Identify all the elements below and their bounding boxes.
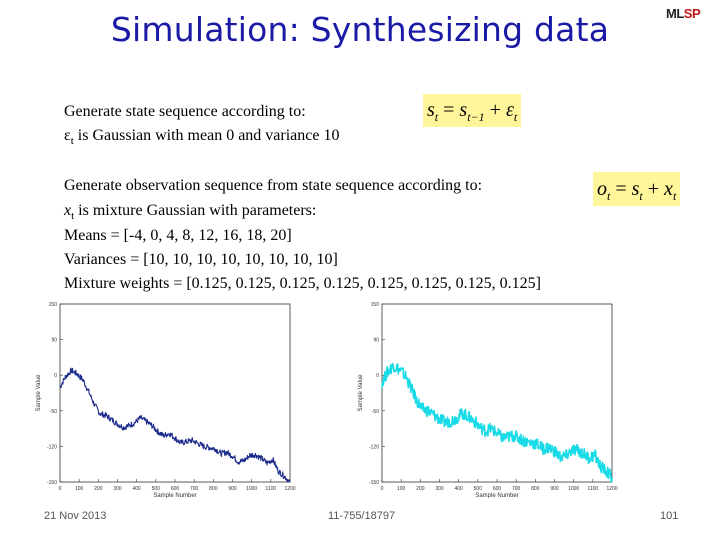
eq2-term2-sub: t (672, 189, 677, 203)
eq2-plus: + (642, 178, 665, 200)
logo-text-sp: SP (683, 6, 701, 21)
y-axis-label: Sample Value (358, 374, 364, 412)
y-tick-label: -150 (46, 480, 57, 486)
eq2-term1-sub: t (639, 189, 643, 203)
x-tick-label: 1000 (246, 486, 258, 492)
x-tick-label: 600 (170, 486, 180, 492)
eq1-lhs-sub: t (434, 110, 439, 124)
observation-sequence-plot (352, 298, 622, 498)
x-tick-label: 900 (550, 486, 559, 492)
y-tick-label: 0 (54, 373, 57, 380)
x-tick-label: 600 (492, 486, 502, 492)
plot-frame (382, 304, 612, 482)
x-tick-label: 1100 (587, 486, 599, 492)
x-tick-label: 100 (74, 486, 84, 492)
x-tick-label: 1200 (284, 486, 296, 492)
mixture-description (64, 201, 316, 226)
state-sequence-text: Generate state sequence according to: (64, 103, 306, 120)
y-tick-label: 0 (376, 373, 379, 380)
epsilon-rest: is Gaussian with mean 0 and variance 10 (73, 127, 340, 144)
mlsp-logo (666, 5, 718, 27)
x-tick-label: 500 (151, 486, 161, 492)
x-tick-label: 700 (189, 486, 199, 492)
eq1-term2-sub: t (513, 110, 518, 124)
means-text: Means = [-4, 0, 4, 8, 12, 16, 18, 20] (64, 227, 292, 244)
y-tick-label: 150 (370, 302, 379, 308)
eq1-term2: ε (505, 99, 514, 121)
x-symbol: x (64, 202, 72, 219)
y-tick-label: -50 (49, 408, 57, 415)
eq2-lhs-sub: t (607, 189, 611, 203)
x-tick-label: 100 (396, 486, 406, 492)
x-axis-label: Sample Number (475, 493, 519, 498)
x-tick-label: 900 (228, 486, 237, 492)
eq2-lhs: o (597, 178, 607, 200)
epsilon-description (64, 126, 339, 151)
eq2-term2: x (664, 178, 673, 200)
observation-sequence-text: Generate observation sequence from state sequence according to: (64, 177, 483, 194)
y-axis-label: Sample Value (36, 374, 42, 412)
logo-text-ml: ML (666, 6, 684, 21)
variances-text: Variances = [10, 10, 10, 10, 10, 10, 10, 10] (64, 251, 338, 268)
x-tick-label: 800 (209, 486, 218, 492)
observation-equation (593, 172, 680, 206)
eq2-equals: = (610, 178, 632, 200)
eq1-term1-sub: t−1 (467, 110, 485, 124)
epsilon-symbol: ε (64, 127, 71, 144)
y-tick-label: -120 (368, 444, 379, 451)
y-tick-label: -150 (368, 480, 379, 486)
x-tick-label: 400 (454, 486, 463, 492)
eq1-plus: + (484, 99, 506, 121)
y-tick-label: -50 (371, 408, 379, 415)
x-tick-label: 800 (531, 486, 540, 492)
mixture-rest: is mixture Gaussian with parameters: (74, 202, 317, 219)
y-tick-label: 90 (373, 337, 379, 344)
y-tick-label: -120 (46, 444, 57, 451)
x-tick-label: 400 (132, 486, 141, 492)
footer-date: 21 Nov 2013 (44, 510, 107, 522)
state-plot-svg (30, 298, 300, 498)
observation-plot-svg (352, 298, 622, 498)
x-tick-label: 200 (94, 486, 103, 492)
y-tick-label: 90 (51, 337, 57, 344)
slide-title: Simulation: Synthesizing data (110, 10, 610, 49)
epsilon-sub: t (70, 135, 74, 148)
eq2-term1: s (631, 178, 640, 200)
x-tick-label: 1000 (568, 486, 580, 492)
eq1-equals: = (438, 99, 460, 121)
footer-page-number: 101 (660, 510, 679, 522)
x-tick-label: 1200 (606, 486, 618, 492)
x-tick-label: 500 (473, 486, 483, 492)
x-axis-label: Sample Number (153, 493, 197, 498)
weights-text: Mixture weights = [0.125, 0.125, 0.125, 0.125, 0.125, 0.125, 0.125, 0.125] (64, 275, 541, 292)
x-sub: t (71, 210, 75, 223)
x-tick-label: 200 (416, 486, 425, 492)
x-tick-label: 300 (113, 486, 122, 492)
state-equation (423, 94, 521, 127)
footer-course: 11-755/18797 (328, 510, 396, 522)
x-tick-label: 700 (511, 486, 521, 492)
x-tick-label: 0 (380, 486, 384, 492)
eq1-lhs: s (427, 99, 435, 121)
x-tick-label: 300 (435, 486, 444, 492)
y-tick-label: 150 (48, 302, 57, 308)
x-tick-label: 1100 (265, 486, 277, 492)
state-sequence-plot (30, 298, 300, 498)
eq1-term1: s (459, 99, 468, 121)
x-tick-label: 0 (58, 486, 62, 492)
